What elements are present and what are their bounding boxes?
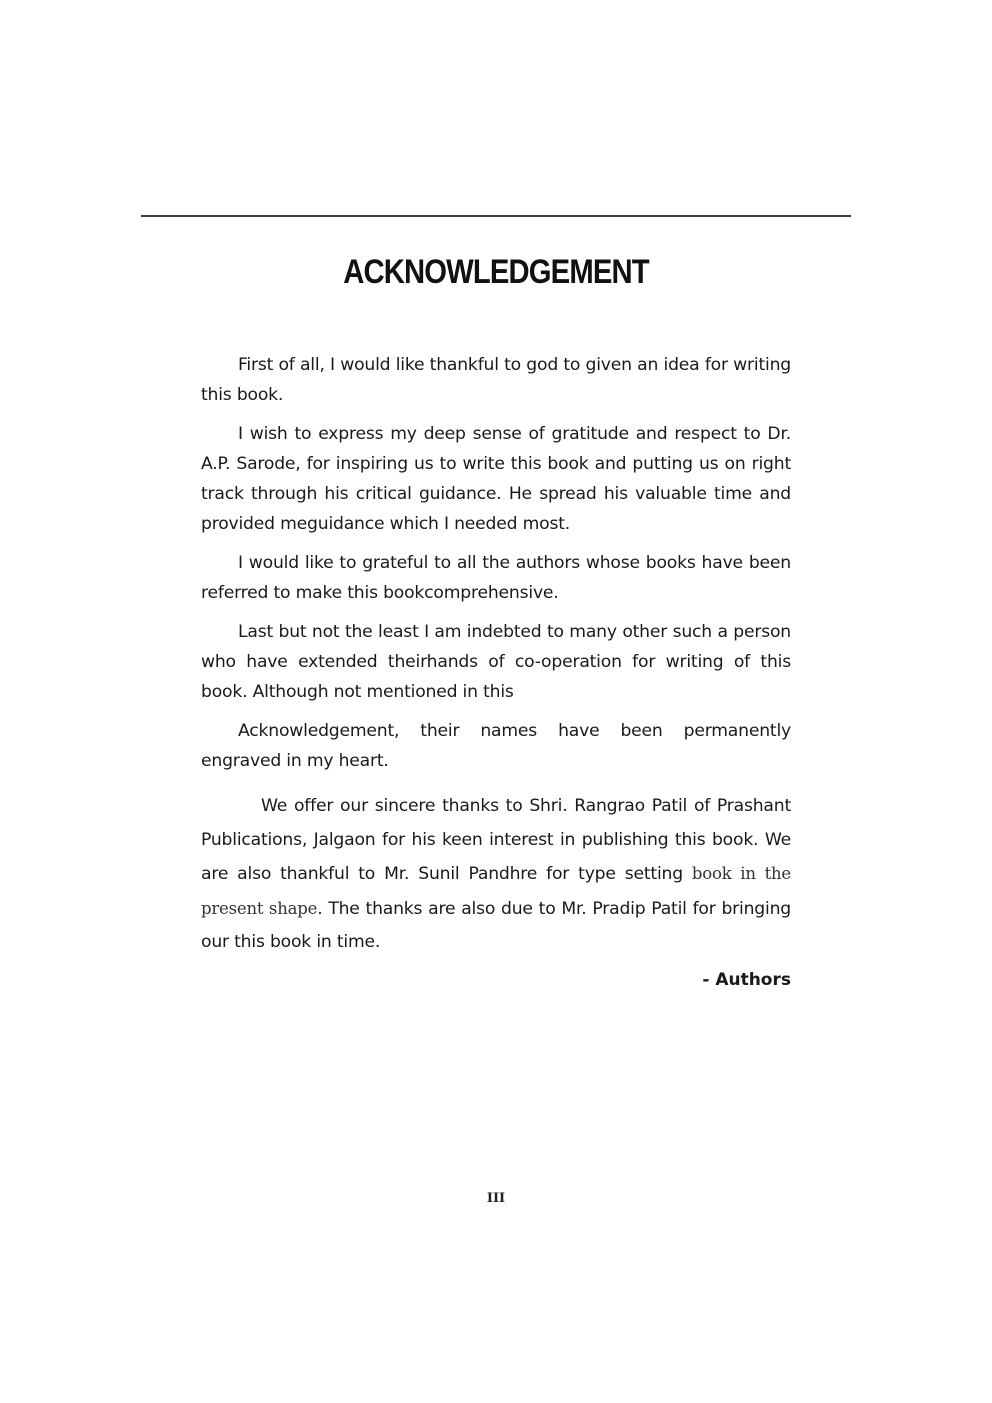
header-rule [141,215,851,217]
page-title: ACKNOWLEDGEMENT [343,253,649,291]
paragraph-6-part-3: . The thanks are also due to Mr. Pradip Patil for bringing our this book in time. [201,898,791,952]
paragraph-6-part-1: We offer our sincere thanks to Shri. Rangrao Patil of Prashant Publications, Jalgaon for his keen interest in publishing this book. We are also thankful to Mr. Sunil Pandhre for type setting [201,796,791,884]
signature: - Authors [702,970,791,990]
paragraph-6-part-2: book in the present shape [201,864,791,918]
page-number: III [486,1191,506,1206]
paragraph-5: Acknowledgement, their names have been permanently engraved in my heart. [201,721,791,771]
paragraph-2: I wish to express my deep sense of gratitude and respect to Dr. A.P. Sarode, for inspiring us to write this book and putting us on right track through his critical guidance. He spread his valuable time and provided meguidance which I needed most. [201,424,791,534]
paragraph-4: Last but not the least I am indebted to many other such a person who have extended theirhands of co-operation for writing of this book. Although not mentioned in this [201,622,791,702]
paragraph-1: First of all, I would like thankful to god to given an idea for writing this book. [201,355,791,405]
paragraph-3: I would like to grateful to all the authors whose books have been referred to make this bookcomprehensive. [201,553,791,603]
acknowledgement-body [201,350,791,969]
paragraph-6 [201,790,791,960]
